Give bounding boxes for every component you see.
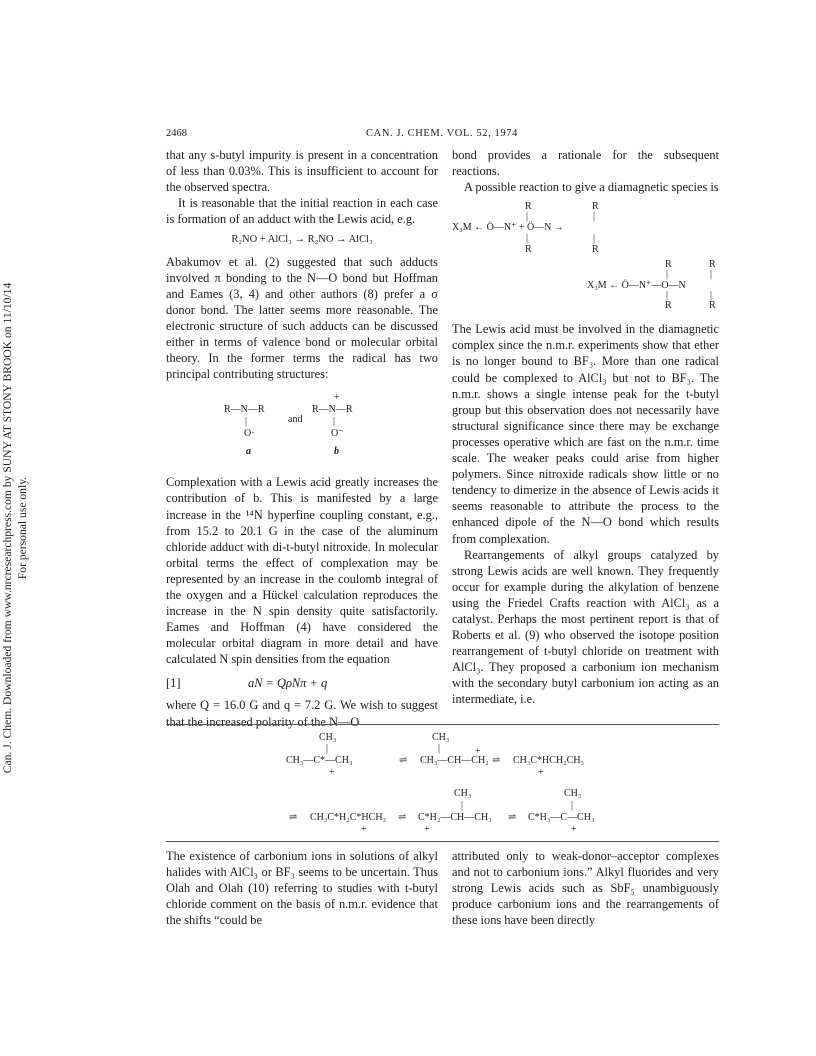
structure-b-oxygen: O⁻ (331, 428, 344, 440)
download-watermark (0, 0, 34, 1056)
paragraph: The existence of carbonium ions in solutions of alkyl halides with AlCl₃ or BF₃ seems to be uncertain. Thus Olah and Olah (10) referring to studies with t-butyl chloride comment on the basis of n.m.r. evidence that the shifts “could be (166, 849, 438, 928)
paragraph: Complexation with a Lewis acid greatly increases the contribution of b. This is manifested by a large increase in the ¹⁴N hyperfine coupling constant, e.g., from 15.2 to 20.1 G in the case of the aluminum chloride adduct with di-t-butyl nitroxide. In molecular orbital terms the effect of complexation may be represented by an increase in the coulomb integral of the oxygen and a Hückel calculation reproduces the increase in the N spin density quite satisfactorily. Eames and Hoffman (4) have considered the molecular orbital diagram in more detail and have calculated N spin densities from the equation (166, 475, 438, 667)
watermark-line-2: For personal use only. (16, 476, 29, 580)
structure-b-charge: + (334, 392, 340, 404)
adduct-equation: R₂NO + AlCl₃ → R₂NO → AlCl₃ (231, 234, 373, 246)
label-b: b (334, 446, 339, 458)
equation-number: [1] (166, 676, 181, 691)
carbonium-scheme: CH₃ | CH₃—C*—CH₃ + ⇌ CH₃ | CH₃—CH—CH₂ + ⇌ CH₃C*HCH₂CH₃ + ⇌ CH₃C*H₂C*HCH₃ + ⇌ CH₃ | C*H₂—CH—CH₃ + ⇌ CH₃ | C*H₃—C—CH₃ + (286, 732, 595, 835)
structure-a-chain: R—N—R (224, 404, 265, 416)
structure-b-chain: R—N—R (312, 404, 353, 416)
watermark-line-1: Can. J. Chem. Downloaded from www.nrcresearchpress.com by SUNY AT STONY BROOK on 11/10/14 (1, 282, 14, 774)
bottom-left-column (166, 848, 438, 928)
paragraph: Rearrangements of alkyl groups catalyzed by strong Lewis acids are well known. They frequently occur for example during the alkylation of benzene using the Friedel Crafts reaction with AlCl₃ as a catalyst. Perhaps the most pertinent report is that of Roberts et al. (9) who observed the isotope position rearrangement of t-butyl chloride on treatment with AlCl₃. They proposed a carbonium ion mechanism with the secondary butyl carbonium ion acting as an intermediate, i.e. (452, 547, 719, 707)
paragraph: where Q = 16.0 G and q = 7.2 G. We wish to suggest that the increased polarity of the N—O (166, 698, 438, 729)
bottom-right-column (452, 848, 719, 928)
paragraph: Abakumov et al. (2) suggested that such adducts involved π bonding to the N—O bond but Hoffman and Eames (3, 4) and other authors (8) prefer a σ donor bond. The latter seems more reasonable. The electronic structure of such adducts can be discussed either in terms of valence bond or molecular orbital theory. In the former terms the radical has two principal contributing structures: (166, 254, 438, 382)
primary-ion-labelled: C*H₂—CH—CH₃ (418, 812, 492, 823)
paragraph: that any s-butyl impurity is present in a concentration of less than 0.03%. This is insufficient to account for the observed spectra. (166, 148, 438, 195)
product: X₃M ← Ö—N⁺—O—N (587, 280, 686, 292)
equation-body: aN = QρNπ + q (248, 676, 328, 691)
paragraph: bond provides a rationale for the subsequent reactions. (452, 148, 719, 179)
primary-ion: CH₃—CH—CH₂ (420, 755, 489, 766)
dimerization-scheme: R R | | X₃M ← Ö—N⁺ + Ö—N → | | R R R R | | X₃M ← Ö—N⁺—O—N | | R R (452, 201, 716, 312)
right-column (452, 147, 719, 708)
running-head: CAN. J. CHEM. VOL. 52, 1974 (366, 128, 518, 139)
scheme-rule-top (166, 724, 719, 725)
t-butyl-ion: CH₃—C*—CH₃ (286, 755, 353, 766)
paragraph: It is reasonable that the initial reaction in each case is formation of an adduct with the Lewis acid, e.g. (166, 196, 438, 227)
and-label: and (288, 414, 303, 426)
label-a: a (246, 446, 251, 458)
structure-a-oxygen: O· (244, 428, 255, 440)
page-header (166, 128, 718, 144)
resonance-structures: R—N—R | O· and + R—N—R | O⁻ a b (166, 388, 438, 468)
page-number: 2468 (166, 128, 187, 139)
paragraph: The Lewis acid must be involved in the diamagnetic complex since the n.m.r. experiments show that ether is no longer bound to BF₃. More than one radical could be complexed to AlCl₃ but not to BF₃. The n.m.r. shows a single intense peak for the t-butyl group but this observation does not necessarily have structural significance since there may be exchange processes operative which are fast on the n.m.r. time scale. The weaker peaks could arise from higher polymers. Since nitroxide radicals show little or no tendency to dimerize in the absence of Lewis acids it seems reasonable to attribute the process to the enhanced dipole of the N—O bond which results from complexation. (452, 322, 719, 546)
reactants: X₃M ← Ö—N⁺ + Ö—N → (452, 222, 564, 234)
secondary-ion: CH₃C*HCH₂CH₃ (513, 755, 585, 766)
secondary-ion-rearranged: CH₃C*H₂C*HCH₃ (310, 812, 387, 823)
paragraph: attributed only to weak-donor–acceptor complexes and not to carbonium ions.” Alkyl fluorides and very strong Lewis acids such as SbF₅ unambiguously produce carbonium ions and the rearrangements of these ions have been directly (452, 849, 719, 928)
t-butyl-ion-labelled: C*H₃—C—CH₃ (528, 812, 595, 823)
equation-1 (166, 675, 438, 693)
paragraph: A possible reaction to give a diamagnetic species is (464, 180, 719, 195)
scheme-rule-bottom (166, 841, 719, 842)
left-column (166, 147, 438, 730)
